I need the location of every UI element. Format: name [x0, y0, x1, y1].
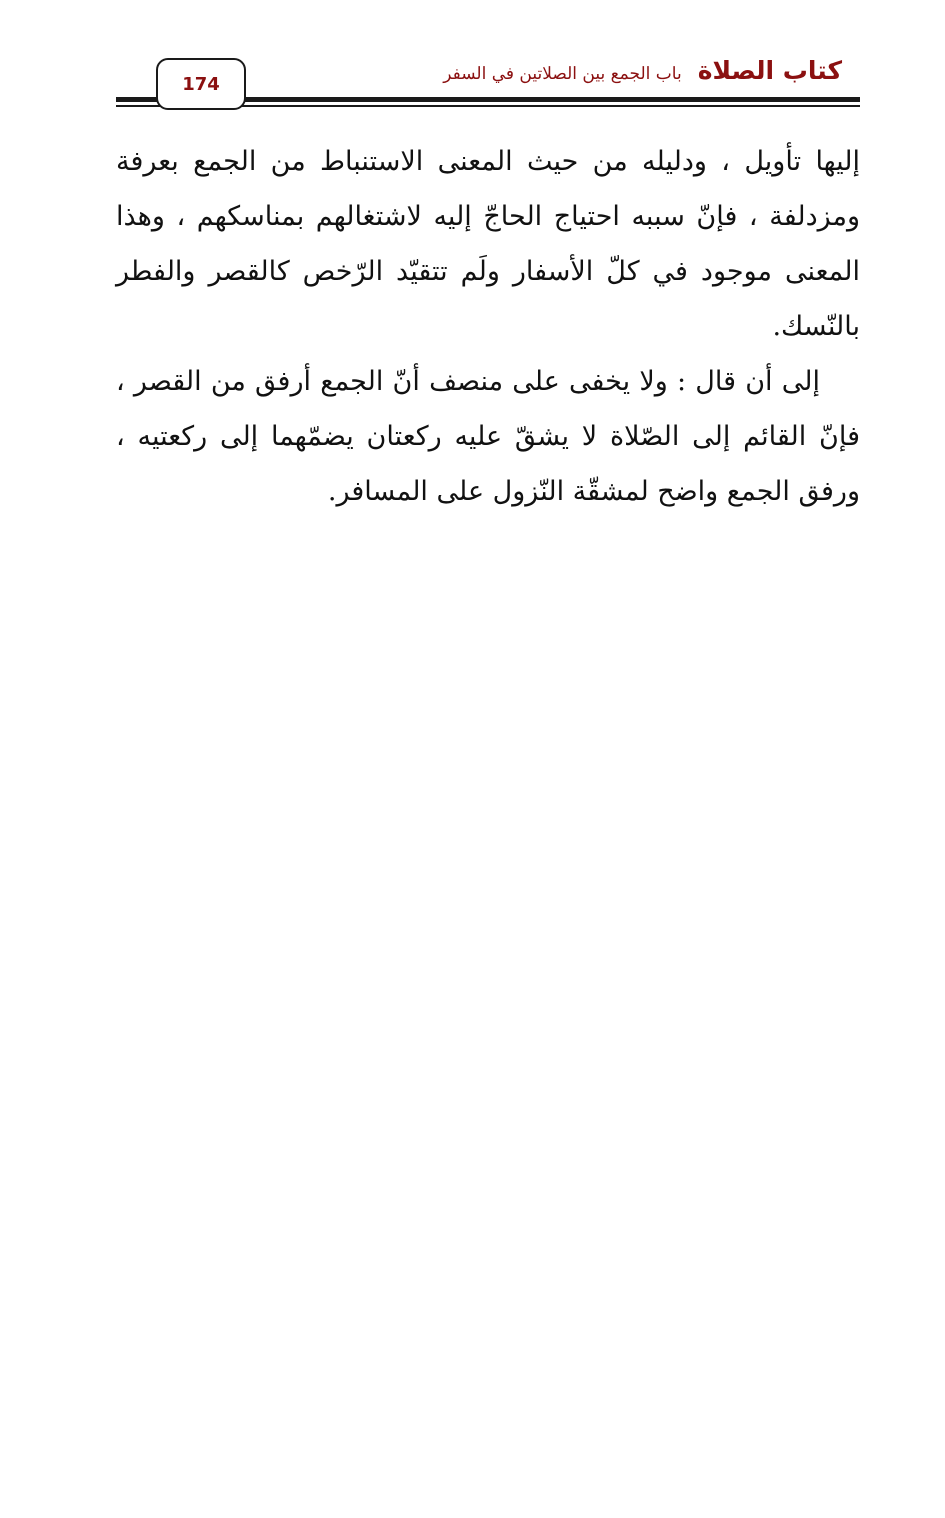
- paragraph-1: إليها تأويل ، ودليله من حيث المعنى الاستنباط من الجمع بعرفة ومزدلفة ، فإنّ سببه احتياج الحاجّ إليه لاشتغالهم بمناسكهم ، وهذا المعنى موجود في كلّ الأسفار ولَم تتقيّد الرّخص كالقصر والفطر بالنّسك.: [116, 146, 860, 342]
- chapter-title: باب الجمع بين الصلاتين في السفر: [443, 64, 682, 84]
- running-header: [443, 56, 842, 90]
- page-header: [116, 56, 860, 114]
- book-title: كتاب الصلاة: [697, 56, 842, 85]
- body-text: [116, 134, 860, 519]
- paragraph-2: إلى أن قال : ولا يخفى على منصف أنّ الجمع أرفق من القصر ، فإنّ القائم إلى الصّلاة لا يشقّ عليه ركعتان يضمّهما إلى ركعتيه ، ورفق الجمع واضح لمشقّة النّزول على المسافر.: [116, 366, 860, 507]
- page-number-box: [156, 58, 246, 110]
- page-number: 174: [182, 73, 220, 95]
